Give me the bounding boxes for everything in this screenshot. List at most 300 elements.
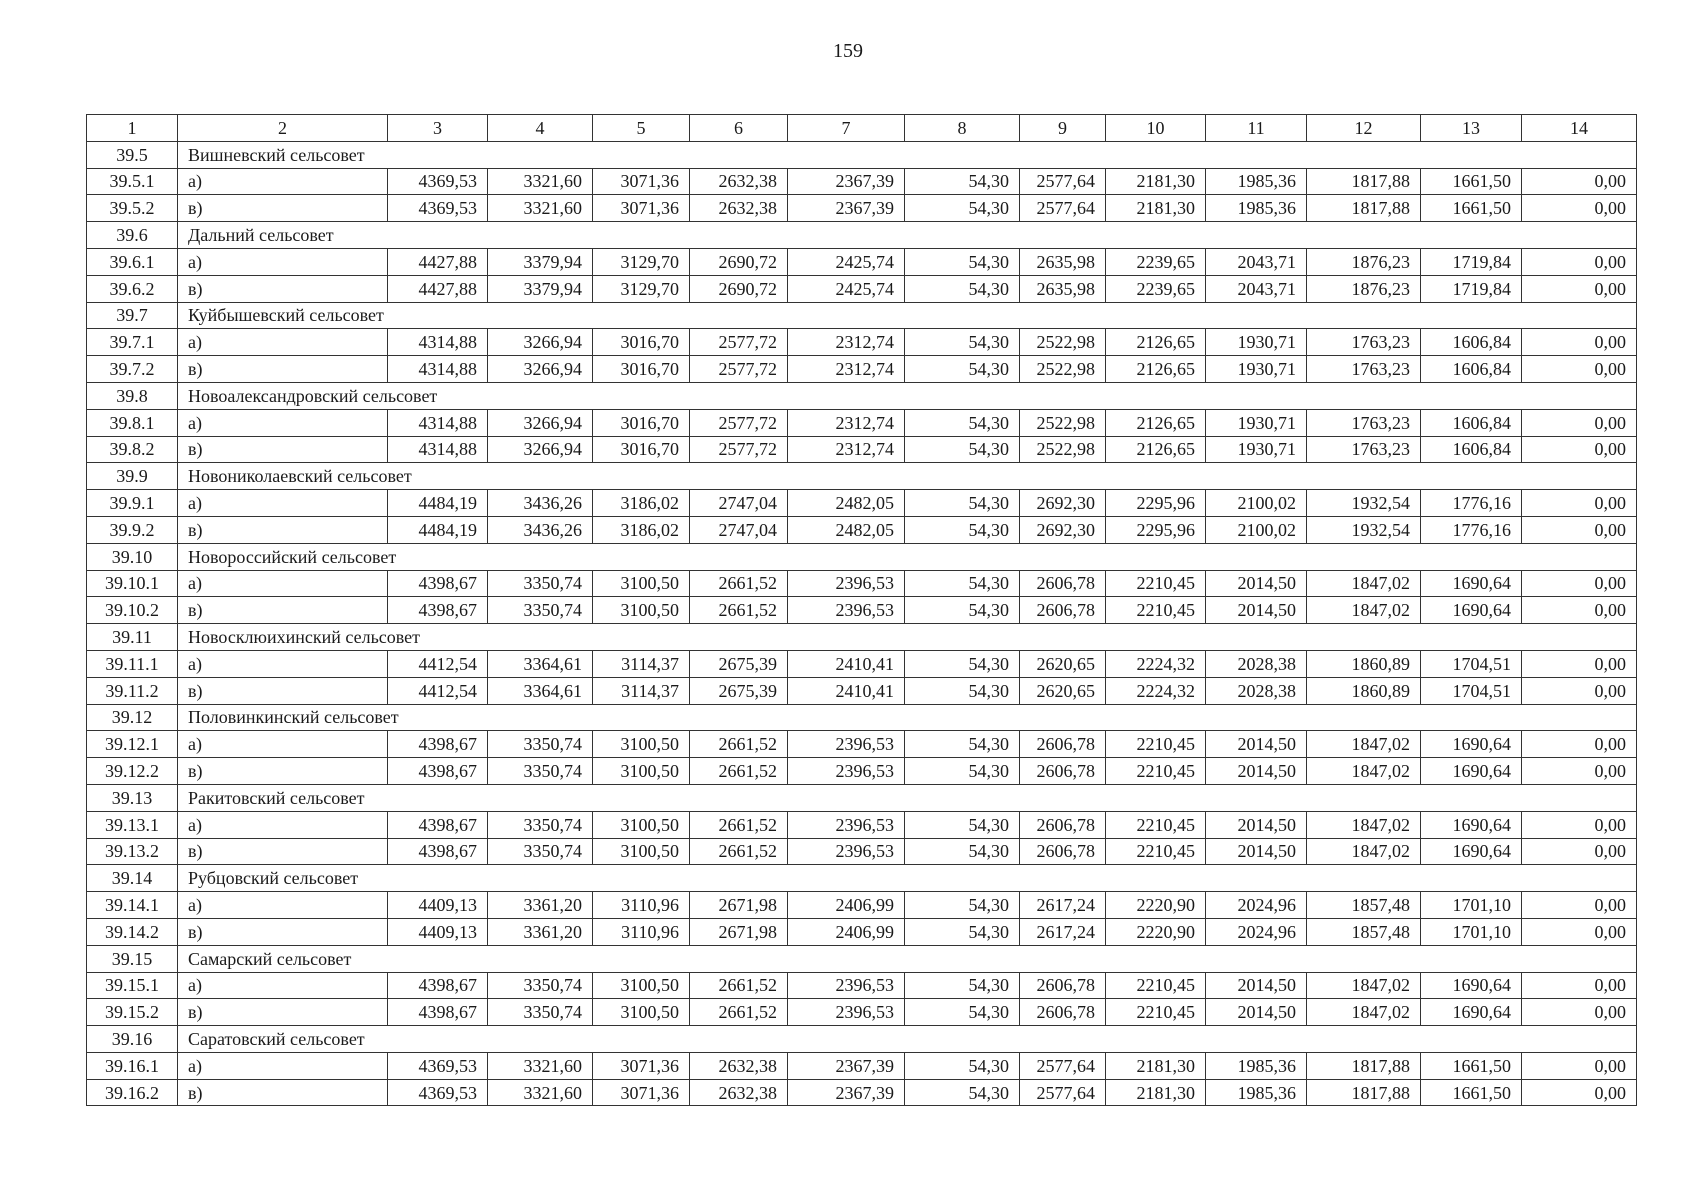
- value-cell: 54,30: [905, 195, 1020, 222]
- value-cell: 2661,52: [690, 999, 788, 1026]
- value-cell: 1701,10: [1421, 918, 1522, 945]
- group-name: Саратовский сельсовет: [178, 1026, 1637, 1053]
- value-cell: 2661,52: [690, 758, 788, 785]
- value-cell: 2100,02: [1206, 490, 1307, 517]
- value-cell: 1719,84: [1421, 248, 1522, 275]
- value-cell: 4314,88: [388, 436, 488, 463]
- value-cell: 2522,98: [1020, 356, 1106, 383]
- row-label: а): [178, 248, 388, 275]
- value-cell: 2028,38: [1206, 677, 1307, 704]
- table-row: [87, 892, 1637, 919]
- value-cell: 3100,50: [593, 758, 690, 785]
- row-code: 39.12.2: [87, 758, 178, 785]
- value-cell: 2577,72: [690, 329, 788, 356]
- value-cell: 1776,16: [1421, 516, 1522, 543]
- value-cell: 2126,65: [1106, 409, 1206, 436]
- value-cell: 3379,94: [488, 275, 593, 302]
- value-cell: 3100,50: [593, 811, 690, 838]
- table-row: [87, 1079, 1637, 1106]
- value-cell: 3321,60: [488, 168, 593, 195]
- table-row: [87, 436, 1637, 463]
- table-row: [87, 356, 1637, 383]
- row-code: 39.6.2: [87, 275, 178, 302]
- value-cell: 0,00: [1522, 892, 1637, 919]
- value-cell: 2675,39: [690, 677, 788, 704]
- group-code: 39.12: [87, 704, 178, 731]
- value-cell: 54,30: [905, 597, 1020, 624]
- value-cell: 2181,30: [1106, 1052, 1206, 1079]
- value-cell: 2024,96: [1206, 892, 1307, 919]
- value-cell: 2024,96: [1206, 918, 1307, 945]
- table-row: [87, 972, 1637, 999]
- group-row: [87, 704, 1637, 731]
- value-cell: 54,30: [905, 838, 1020, 865]
- value-cell: 2617,24: [1020, 892, 1106, 919]
- value-cell: 2367,39: [788, 195, 905, 222]
- value-cell: 0,00: [1522, 838, 1637, 865]
- value-cell: 2606,78: [1020, 570, 1106, 597]
- table-row: [87, 677, 1637, 704]
- row-code: 39.6.1: [87, 248, 178, 275]
- value-cell: 1932,54: [1307, 490, 1421, 517]
- value-cell: 3016,70: [593, 409, 690, 436]
- group-row: [87, 141, 1637, 168]
- value-cell: 54,30: [905, 731, 1020, 758]
- value-cell: 1847,02: [1307, 838, 1421, 865]
- row-code: 39.9.1: [87, 490, 178, 517]
- group-row: [87, 1026, 1637, 1053]
- value-cell: 1847,02: [1307, 731, 1421, 758]
- value-cell: 2406,99: [788, 918, 905, 945]
- value-cell: 1817,88: [1307, 168, 1421, 195]
- value-cell: 2396,53: [788, 758, 905, 785]
- value-cell: 2224,32: [1106, 677, 1206, 704]
- value-cell: 0,00: [1522, 516, 1637, 543]
- row-label: в): [178, 838, 388, 865]
- value-cell: 54,30: [905, 168, 1020, 195]
- value-cell: 1817,88: [1307, 1052, 1421, 1079]
- table-row: [87, 650, 1637, 677]
- value-cell: 54,30: [905, 516, 1020, 543]
- value-cell: 1847,02: [1307, 570, 1421, 597]
- value-cell: 2210,45: [1106, 838, 1206, 865]
- value-cell: 54,30: [905, 811, 1020, 838]
- value-cell: 2181,30: [1106, 168, 1206, 195]
- value-cell: 3350,74: [488, 570, 593, 597]
- value-cell: 1701,10: [1421, 892, 1522, 919]
- value-cell: 2522,98: [1020, 409, 1106, 436]
- value-cell: 2747,04: [690, 490, 788, 517]
- group-name: Новониколаевский сельсовет: [178, 463, 1637, 490]
- row-label: а): [178, 731, 388, 758]
- value-cell: 2043,71: [1206, 275, 1307, 302]
- row-label: а): [178, 650, 388, 677]
- value-cell: 2661,52: [690, 731, 788, 758]
- header-cell: 2: [178, 115, 388, 142]
- value-cell: 2014,50: [1206, 758, 1307, 785]
- value-cell: 0,00: [1522, 650, 1637, 677]
- value-cell: 4398,67: [388, 597, 488, 624]
- value-cell: 3361,20: [488, 892, 593, 919]
- value-cell: 2367,39: [788, 168, 905, 195]
- group-row: [87, 222, 1637, 249]
- value-cell: 3266,94: [488, 329, 593, 356]
- value-cell: 1763,23: [1307, 409, 1421, 436]
- value-cell: 2690,72: [690, 248, 788, 275]
- value-cell: 2617,24: [1020, 918, 1106, 945]
- value-cell: 2014,50: [1206, 999, 1307, 1026]
- value-cell: 2661,52: [690, 838, 788, 865]
- value-cell: 0,00: [1522, 570, 1637, 597]
- row-code: 39.15.2: [87, 999, 178, 1026]
- group-row: [87, 543, 1637, 570]
- value-cell: 2396,53: [788, 838, 905, 865]
- row-code: 39.14.1: [87, 892, 178, 919]
- table-row: [87, 168, 1637, 195]
- value-cell: 3186,02: [593, 490, 690, 517]
- value-cell: 1690,64: [1421, 597, 1522, 624]
- value-cell: 1661,50: [1421, 168, 1522, 195]
- value-cell: 4484,19: [388, 516, 488, 543]
- value-cell: 4412,54: [388, 650, 488, 677]
- value-cell: 0,00: [1522, 677, 1637, 704]
- header-cell: 8: [905, 115, 1020, 142]
- value-cell: 1606,84: [1421, 436, 1522, 463]
- value-cell: 2692,30: [1020, 490, 1106, 517]
- group-row: [87, 463, 1637, 490]
- group-code: 39.7: [87, 302, 178, 329]
- value-cell: 4398,67: [388, 758, 488, 785]
- value-cell: 2210,45: [1106, 972, 1206, 999]
- value-cell: 1857,48: [1307, 892, 1421, 919]
- value-cell: 2126,65: [1106, 356, 1206, 383]
- value-cell: 3100,50: [593, 999, 690, 1026]
- value-cell: 2661,52: [690, 972, 788, 999]
- value-cell: 2181,30: [1106, 1079, 1206, 1106]
- value-cell: 4398,67: [388, 999, 488, 1026]
- value-cell: 2632,38: [690, 168, 788, 195]
- value-cell: 4412,54: [388, 677, 488, 704]
- value-cell: 1876,23: [1307, 275, 1421, 302]
- value-cell: 2577,64: [1020, 1052, 1106, 1079]
- value-cell: 2210,45: [1106, 597, 1206, 624]
- value-cell: 4369,53: [388, 168, 488, 195]
- group-code: 39.8: [87, 382, 178, 409]
- value-cell: 2220,90: [1106, 918, 1206, 945]
- table-row: [87, 838, 1637, 865]
- table-row: [87, 329, 1637, 356]
- group-name: Новосклюихинский сельсовет: [178, 624, 1637, 651]
- value-cell: 54,30: [905, 999, 1020, 1026]
- value-cell: 1661,50: [1421, 195, 1522, 222]
- group-name: Вишневский сельсовет: [178, 141, 1637, 168]
- row-code: 39.7.2: [87, 356, 178, 383]
- value-cell: 2181,30: [1106, 195, 1206, 222]
- value-cell: 54,30: [905, 329, 1020, 356]
- row-code: 39.5.1: [87, 168, 178, 195]
- value-cell: 2126,65: [1106, 436, 1206, 463]
- value-cell: 54,30: [905, 248, 1020, 275]
- table-row: [87, 811, 1637, 838]
- value-cell: 3016,70: [593, 436, 690, 463]
- value-cell: 2522,98: [1020, 329, 1106, 356]
- group-code: 39.16: [87, 1026, 178, 1053]
- value-cell: 3321,60: [488, 1052, 593, 1079]
- value-cell: 3071,36: [593, 1079, 690, 1106]
- row-code: 39.10.1: [87, 570, 178, 597]
- row-label: в): [178, 918, 388, 945]
- value-cell: 2671,98: [690, 892, 788, 919]
- row-label: в): [178, 1079, 388, 1106]
- row-code: 39.10.2: [87, 597, 178, 624]
- group-code: 39.14: [87, 865, 178, 892]
- row-label: а): [178, 490, 388, 517]
- value-cell: 0,00: [1522, 195, 1637, 222]
- value-cell: 2239,65: [1106, 248, 1206, 275]
- value-cell: 4409,13: [388, 918, 488, 945]
- value-cell: 54,30: [905, 436, 1020, 463]
- group-name: Новоалександровский сельсовет: [178, 382, 1637, 409]
- value-cell: 4427,88: [388, 248, 488, 275]
- row-label: а): [178, 409, 388, 436]
- table-row: [87, 731, 1637, 758]
- page-number: 159: [833, 40, 863, 62]
- value-cell: 1661,50: [1421, 1052, 1522, 1079]
- row-code: 39.9.2: [87, 516, 178, 543]
- row-code: 39.8.2: [87, 436, 178, 463]
- group-row: [87, 382, 1637, 409]
- value-cell: 2028,38: [1206, 650, 1307, 677]
- value-cell: 4369,53: [388, 1052, 488, 1079]
- table-body: [87, 115, 1637, 1106]
- value-cell: 4409,13: [388, 892, 488, 919]
- group-code: 39.10: [87, 543, 178, 570]
- value-cell: 4427,88: [388, 275, 488, 302]
- value-cell: 1719,84: [1421, 275, 1522, 302]
- row-code: 39.5.2: [87, 195, 178, 222]
- value-cell: 1690,64: [1421, 838, 1522, 865]
- value-cell: 54,30: [905, 570, 1020, 597]
- value-cell: 3266,94: [488, 356, 593, 383]
- value-cell: 2522,98: [1020, 436, 1106, 463]
- value-cell: 2661,52: [690, 570, 788, 597]
- row-label: а): [178, 1052, 388, 1079]
- value-cell: 0,00: [1522, 1052, 1637, 1079]
- value-cell: 1704,51: [1421, 677, 1522, 704]
- value-cell: 54,30: [905, 356, 1020, 383]
- value-cell: 1606,84: [1421, 356, 1522, 383]
- value-cell: 2312,74: [788, 329, 905, 356]
- value-cell: 2295,96: [1106, 490, 1206, 517]
- value-cell: 2406,99: [788, 892, 905, 919]
- value-cell: 3350,74: [488, 838, 593, 865]
- value-cell: 3379,94: [488, 248, 593, 275]
- value-cell: 2606,78: [1020, 838, 1106, 865]
- value-cell: 2014,50: [1206, 570, 1307, 597]
- value-cell: 1690,64: [1421, 972, 1522, 999]
- row-label: в): [178, 436, 388, 463]
- value-cell: 1847,02: [1307, 758, 1421, 785]
- value-cell: 0,00: [1522, 999, 1637, 1026]
- value-cell: 2396,53: [788, 597, 905, 624]
- group-code: 39.5: [87, 141, 178, 168]
- value-cell: 3100,50: [593, 972, 690, 999]
- row-code: 39.8.1: [87, 409, 178, 436]
- value-cell: 3436,26: [488, 490, 593, 517]
- value-cell: 3350,74: [488, 758, 593, 785]
- row-label: а): [178, 168, 388, 195]
- value-cell: 2632,38: [690, 1079, 788, 1106]
- value-cell: 4314,88: [388, 356, 488, 383]
- value-cell: 1763,23: [1307, 356, 1421, 383]
- value-cell: 1847,02: [1307, 972, 1421, 999]
- value-cell: 0,00: [1522, 731, 1637, 758]
- value-cell: 3436,26: [488, 516, 593, 543]
- value-cell: 4314,88: [388, 329, 488, 356]
- value-cell: 2224,32: [1106, 650, 1206, 677]
- group-name: Новороссийский сельсовет: [178, 543, 1637, 570]
- value-cell: 2425,74: [788, 275, 905, 302]
- value-cell: 1876,23: [1307, 248, 1421, 275]
- row-label: а): [178, 811, 388, 838]
- value-cell: 3321,60: [488, 195, 593, 222]
- value-cell: 3350,74: [488, 597, 593, 624]
- value-cell: 2606,78: [1020, 972, 1106, 999]
- value-cell: 3100,50: [593, 597, 690, 624]
- value-cell: 0,00: [1522, 409, 1637, 436]
- value-cell: 3071,36: [593, 1052, 690, 1079]
- value-cell: 2606,78: [1020, 597, 1106, 624]
- row-code: 39.14.2: [87, 918, 178, 945]
- table-row: [87, 999, 1637, 1026]
- value-cell: 2239,65: [1106, 275, 1206, 302]
- value-cell: 1606,84: [1421, 409, 1522, 436]
- value-cell: 2014,50: [1206, 731, 1307, 758]
- value-cell: 1763,23: [1307, 436, 1421, 463]
- value-cell: 3361,20: [488, 918, 593, 945]
- header-cell: 10: [1106, 115, 1206, 142]
- table-row: [87, 195, 1637, 222]
- header-cell: 5: [593, 115, 690, 142]
- value-cell: 2671,98: [690, 918, 788, 945]
- table-row: [87, 918, 1637, 945]
- value-cell: 1857,48: [1307, 918, 1421, 945]
- row-label: в): [178, 195, 388, 222]
- table-row: [87, 275, 1637, 302]
- value-cell: 1847,02: [1307, 811, 1421, 838]
- value-cell: 4369,53: [388, 1079, 488, 1106]
- row-label: в): [178, 516, 388, 543]
- value-cell: 0,00: [1522, 811, 1637, 838]
- group-name: Куйбышевский сельсовет: [178, 302, 1637, 329]
- value-cell: 1817,88: [1307, 195, 1421, 222]
- value-cell: 2482,05: [788, 490, 905, 517]
- value-cell: 1930,71: [1206, 409, 1307, 436]
- header-cell: 9: [1020, 115, 1106, 142]
- value-cell: 3114,37: [593, 650, 690, 677]
- value-cell: 54,30: [905, 1079, 1020, 1106]
- value-cell: 4484,19: [388, 490, 488, 517]
- value-cell: 1763,23: [1307, 329, 1421, 356]
- value-cell: 1930,71: [1206, 329, 1307, 356]
- value-cell: 2210,45: [1106, 811, 1206, 838]
- value-cell: 4369,53: [388, 195, 488, 222]
- value-cell: 4398,67: [388, 811, 488, 838]
- group-name: Половинкинский сельсовет: [178, 704, 1637, 731]
- table-row: [87, 248, 1637, 275]
- value-cell: 2396,53: [788, 570, 905, 597]
- row-label: а): [178, 570, 388, 597]
- value-cell: 3016,70: [593, 329, 690, 356]
- value-cell: 1847,02: [1307, 999, 1421, 1026]
- value-cell: 0,00: [1522, 248, 1637, 275]
- value-cell: 0,00: [1522, 597, 1637, 624]
- value-cell: 2312,74: [788, 436, 905, 463]
- value-cell: 2482,05: [788, 516, 905, 543]
- value-cell: 1606,84: [1421, 329, 1522, 356]
- group-row: [87, 945, 1637, 972]
- row-label: в): [178, 597, 388, 624]
- value-cell: 3350,74: [488, 999, 593, 1026]
- value-cell: 3350,74: [488, 811, 593, 838]
- value-cell: 4314,88: [388, 409, 488, 436]
- value-cell: 1860,89: [1307, 677, 1421, 704]
- tariff-table: [86, 114, 1637, 1106]
- value-cell: 0,00: [1522, 436, 1637, 463]
- value-cell: 2606,78: [1020, 758, 1106, 785]
- value-cell: 2210,45: [1106, 731, 1206, 758]
- value-cell: 54,30: [905, 918, 1020, 945]
- value-cell: 3100,50: [593, 731, 690, 758]
- value-cell: 2692,30: [1020, 516, 1106, 543]
- group-name: Дальний сельсовет: [178, 222, 1637, 249]
- value-cell: 1690,64: [1421, 731, 1522, 758]
- value-cell: 4398,67: [388, 570, 488, 597]
- value-cell: 54,30: [905, 972, 1020, 999]
- value-cell: 1985,36: [1206, 1052, 1307, 1079]
- value-cell: 2396,53: [788, 972, 905, 999]
- header-cell: 6: [690, 115, 788, 142]
- value-cell: 2661,52: [690, 597, 788, 624]
- row-code: 39.16.2: [87, 1079, 178, 1106]
- value-cell: 3129,70: [593, 248, 690, 275]
- group-code: 39.9: [87, 463, 178, 490]
- row-code: 39.16.1: [87, 1052, 178, 1079]
- group-code: 39.15: [87, 945, 178, 972]
- value-cell: 3114,37: [593, 677, 690, 704]
- table-row: [87, 597, 1637, 624]
- table-row: [87, 1052, 1637, 1079]
- value-cell: 2312,74: [788, 356, 905, 383]
- value-cell: 2620,65: [1020, 650, 1106, 677]
- value-cell: 3110,96: [593, 918, 690, 945]
- header-row: [87, 115, 1637, 142]
- value-cell: 1776,16: [1421, 490, 1522, 517]
- value-cell: 2410,41: [788, 677, 905, 704]
- header-cell: 7: [788, 115, 905, 142]
- value-cell: 1690,64: [1421, 811, 1522, 838]
- value-cell: 2577,72: [690, 356, 788, 383]
- value-cell: 0,00: [1522, 972, 1637, 999]
- group-code: 39.13: [87, 784, 178, 811]
- row-code: 39.15.1: [87, 972, 178, 999]
- value-cell: 2396,53: [788, 811, 905, 838]
- value-cell: 2747,04: [690, 516, 788, 543]
- value-cell: 2675,39: [690, 650, 788, 677]
- value-cell: 2577,72: [690, 436, 788, 463]
- group-code: 39.6: [87, 222, 178, 249]
- value-cell: 3266,94: [488, 436, 593, 463]
